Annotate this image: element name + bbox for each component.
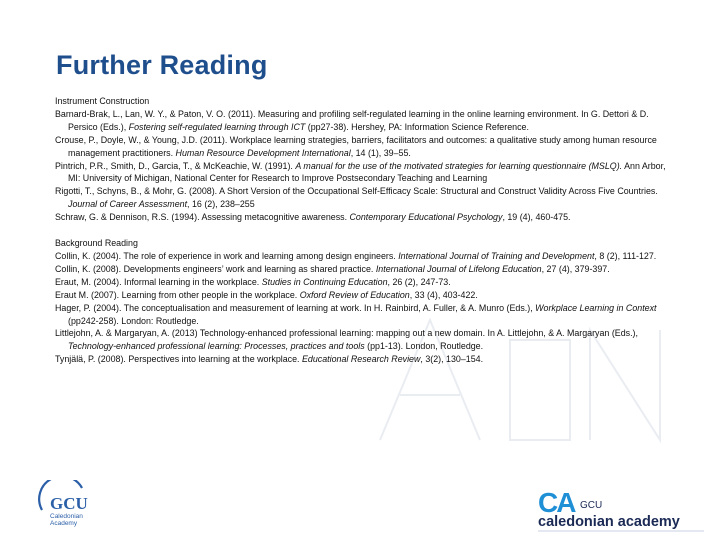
reference-text: Schraw, G. & Dennison, R.S. (1994). Assessing metacognitive awareness. (55, 212, 350, 223)
reference-text: Collin, K. (2008). Developments engineers’ work and learning as shared practice. (55, 263, 376, 274)
reference-text: Barnard-Brak, L., Lan, W. Y., & Paton, V. O. (2011). Measuring and profiling self-regulated learning in the online learning environment. In G. Dettori & D. Persico (Eds.), (55, 108, 649, 132)
reference-source-title: Technology-enhanced professional learning: Processes, practices and tools (68, 341, 365, 352)
reference-source-title: Studies in Continuing Education (261, 276, 388, 287)
reference-text: Eraut M. (2007). Learning from other people in the workplace. (55, 289, 300, 300)
ca-logo-mark: CA (538, 487, 575, 518)
reference-entry (55, 211, 667, 224)
reference-entry (55, 108, 667, 134)
caledonian-academy-logo (536, 486, 708, 534)
page-title: Further Reading (56, 50, 268, 80)
ca-logo-gcu: GCU (580, 500, 603, 511)
reference-source-title: Oxford Review of Education (299, 289, 410, 300)
reference-entry (55, 302, 667, 328)
gcu-logo-line2: Academy (50, 520, 78, 527)
reference-source-title: Fostering self-regulated learning through ICT (128, 121, 306, 132)
reference-text: , 14 (1), 39–55. (350, 147, 411, 158)
reference-source-title: International Journal of Lifelong Education (375, 263, 542, 274)
reference-text: Eraut, M. (2004). Informal learning in the workplace. (55, 276, 262, 287)
reference-text: (pp1-13). London, Routledge. (364, 341, 484, 352)
reference-text: , 33 (4), 403-422. (409, 289, 478, 300)
reference-source-title: Workplace Learning in Context (535, 302, 657, 313)
reference-entry (55, 289, 667, 302)
reference-source-title: Contemporary Educational Psychology (349, 212, 503, 223)
reference-entry (55, 353, 667, 366)
gcu-logo-text: GCU (50, 494, 88, 513)
reference-text: Crouse, P., Doyle, W., & Young, J.D. (2011). Workplace learning strategies, barriers, facilitators and outcomes: a qualitative study among human resource management practitioners. (55, 134, 657, 158)
ca-logo-name: caledonian academy (538, 514, 680, 530)
reference-entry (55, 185, 667, 211)
reference-entry (55, 160, 667, 186)
gcu-caledonian-academy-logo (38, 480, 108, 535)
section-heading: Instrument Construction (55, 96, 150, 106)
reference-text: Collin, K. (2004). The role of experience in work and learning among design engineers. (55, 250, 399, 261)
reference-text: Rigotti, T., Schyns, B., & Mohr, G. (2008). A Short Version of the Occupational Self-Efficacy Scale: Structural and Construct Validity Across Five Countries. (55, 186, 658, 197)
reference-text: Pintrich, P.R., Smith, D., Garcia, T., & McKeachie, W. (1991). (55, 160, 296, 171)
reference-source-title: Human Resource Development International (175, 147, 351, 158)
reference-text: (pp27-38). Hershey, PA: Information Science Reference. (305, 121, 529, 132)
reference-source-title: Journal of Career Assessment (68, 199, 188, 210)
reference-text: , 19 (4), 460-475. (502, 212, 571, 223)
reference-text: (pp242-258). London: Routledge. (68, 315, 199, 326)
reference-entry (55, 250, 667, 263)
reference-text: , 8 (2), 111-127. (594, 250, 657, 261)
section-spacer (55, 224, 667, 237)
reference-list (55, 95, 667, 366)
gcu-logo-line1: Caledonian (50, 513, 83, 520)
reference-text: , 26 (2), 247-73. (387, 276, 451, 287)
reference-text: , 3(2), 130–154. (420, 354, 484, 365)
reference-text: Tynjälä, P. (2008). Perspectives into learning at the workplace. (55, 354, 302, 365)
reference-source-title: Educational Research Review (302, 354, 421, 365)
reference-source-title: A manual for the use of the motivated strategies for learning questionnaire (MSLQ). (295, 160, 623, 171)
reference-entry (55, 134, 667, 160)
reference-source-title: International Journal of Training and Development (398, 250, 595, 261)
reference-entry (55, 327, 667, 353)
reference-text: , 27 (4), 379-397. (541, 263, 610, 274)
reference-text: Littlejohn, A. & Margaryan, A. (2013) Technology-enhanced professional learning: mapping out a new domain. In A. Littlejohn, & A. Margaryan (Eds.), (55, 328, 638, 339)
reference-entry (55, 263, 667, 276)
reference-entry (55, 276, 667, 289)
reference-text: Hager, P. (2004). The conceptualisation and measurement of learning at work. In H. Rainbird, A. Fuller, & A. Munro (Eds.), (55, 302, 536, 313)
reference-text: Ann Arbor, MI: University of Michigan, National Center for Research to Improve Postsecondary Teaching and Learning (68, 160, 666, 184)
reference-text: , 16 (2), 238–255 (187, 199, 255, 210)
section-heading: Background Reading (55, 238, 138, 249)
